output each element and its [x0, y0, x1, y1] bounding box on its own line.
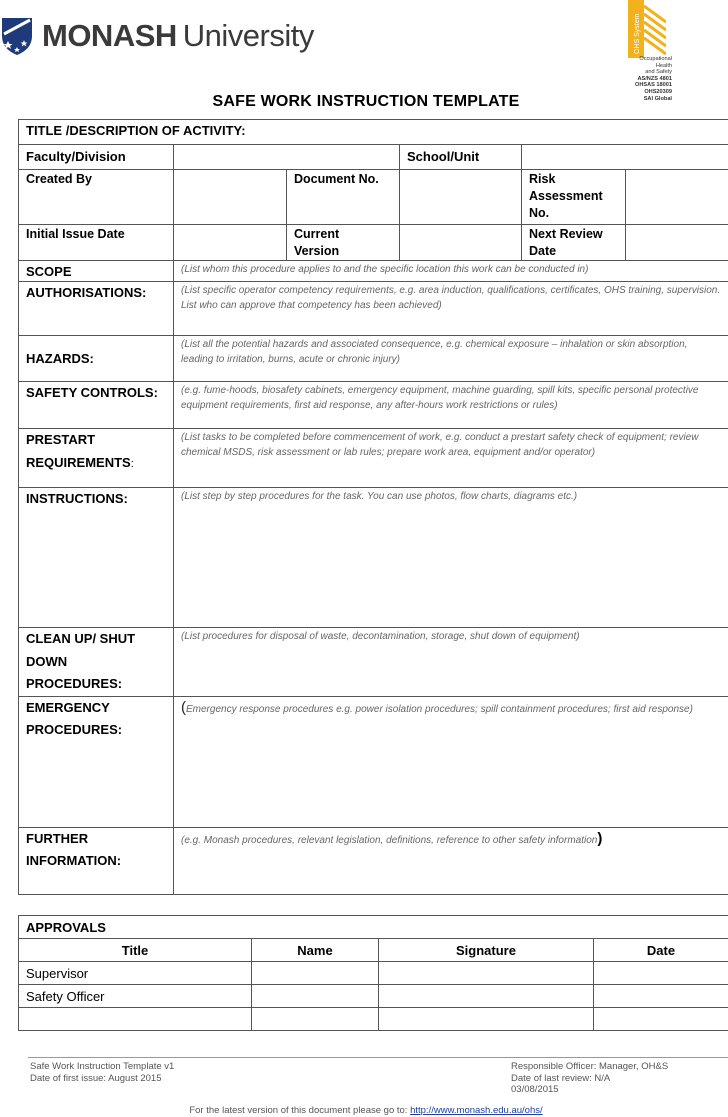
column-header-name: Name [252, 939, 379, 962]
label-line: Next Review [529, 227, 603, 241]
approver-date-field[interactable] [594, 985, 728, 1008]
risk-assessment-field[interactable] [626, 170, 728, 225]
safety-controls-field[interactable]: (e.g. fume-hoods, biosafety cabinets, emergency equipment, machine guarding, spill kits, specific personal protective equipment requirements, first aid response, any after-hours work restrictions or rules) [174, 382, 728, 429]
footer-line: Date of first issue: August 2015 [30, 1072, 162, 1084]
label-line: DOWN [26, 653, 68, 669]
close-paren: ) [597, 829, 603, 847]
created-by-field[interactable] [174, 170, 287, 225]
scope-label: SCOPE [19, 261, 174, 282]
risk-assessment-label [522, 170, 626, 225]
column-header-date: Date [594, 939, 728, 962]
table-row [19, 985, 728, 1008]
further-info-label [19, 827, 174, 894]
next-review-label [522, 225, 626, 261]
approver-signature-field[interactable] [379, 1008, 594, 1031]
cleanup-field[interactable]: (List procedures for disposal of waste, decontamination, storage, shut down of equipment) [174, 628, 728, 697]
table-row [19, 1008, 728, 1031]
ohs-badge-text: OHS System [634, 13, 641, 54]
hazards-label: HAZARDS: [19, 336, 174, 382]
label-line: Date [529, 244, 557, 258]
open-paren: ( [181, 698, 186, 716]
approver-name-field[interactable] [252, 985, 379, 1008]
university-crest-icon [0, 16, 34, 56]
instructions-label: INSTRUCTIONS: [19, 488, 174, 628]
approver-signature-field[interactable] [379, 985, 594, 1008]
authorisations-field[interactable]: (List specific operator competency requirements, e.g. area induction, qualifications, certificates, OHS training, supervision. List who can approve that competency has been achieved) [174, 282, 728, 336]
safe-work-form [18, 119, 728, 895]
document-no-field[interactable] [400, 170, 522, 225]
table-row [19, 962, 728, 985]
emergency-hint: Emergency response procedures e.g. power isolation procedures; spill containment procedures; first aid response) [186, 703, 693, 715]
next-review-field[interactable] [626, 225, 728, 261]
faculty-label: Faculty/Division [19, 145, 174, 170]
title-label: TITLE /DESCRIPTION OF ACTIVITY: [26, 123, 246, 138]
footer-divider [28, 1057, 728, 1058]
label-suffix: : [130, 457, 134, 470]
ohs-line: OHS20309 [644, 88, 672, 95]
current-version-label [287, 225, 400, 261]
approver-date-field[interactable] [594, 962, 728, 985]
footer-right [511, 1061, 668, 1096]
footer-line: Responsible Officer: Manager, OH&S [511, 1061, 669, 1072]
approver-name-field[interactable] [252, 962, 379, 985]
label-line: EMERGENCY [26, 699, 110, 715]
label-line: FURTHER [26, 830, 89, 846]
ohs-line: AS/NZS 4801 [637, 75, 672, 82]
faculty-field[interactable] [174, 145, 400, 170]
further-info-field[interactable] [174, 827, 728, 894]
title-field[interactable] [19, 120, 728, 145]
scope-field[interactable]: (List whom this procedure applies to and the specific location this work can be conducted in) [174, 261, 728, 282]
ohs-line: and Safety [645, 69, 672, 76]
ohs-line: SAI Global [643, 95, 672, 102]
label-line: INFORMATION: [26, 853, 122, 868]
current-version-field[interactable] [400, 225, 522, 261]
column-header-title: Title [19, 939, 252, 962]
document-no-label: Document No. [287, 170, 400, 225]
label-line: No. [529, 206, 550, 220]
label-line: Assessment [529, 189, 603, 203]
label-line: Version [294, 244, 340, 258]
approver-date-field[interactable] [594, 1008, 728, 1031]
approver-signature-field[interactable] [379, 962, 594, 985]
instructions-field[interactable]: (List step by step procedures for the task. You can use photos, flow charts, diagrams etc.) [174, 488, 728, 628]
ohs-line: Occupational [639, 56, 672, 62]
label-line: REQUIREMENTS [26, 454, 131, 470]
school-label: School/Unit [400, 145, 522, 170]
approvals-heading: APPROVALS [19, 916, 728, 939]
prestart-field[interactable]: (List tasks to be completed before commencement of work, e.g. conduct a prestart safety check of equipment; review chemical MSDS, risk assessment or lab rules; prepare work area, equipment and/or operator) [174, 429, 728, 488]
document-title: SAFE WORK INSTRUCTION TEMPLATE [212, 93, 520, 110]
label-line: PROCEDURES: [26, 676, 123, 691]
hazards-field[interactable]: (List all the potential hazards and associated consequence, e.g. chemical exposure – inhalation or skin absorption, leading to irritation, burns, acute or chronic injury) [174, 336, 728, 382]
footer-latest-version-text: For the latest version of this document please go to: [189, 1105, 408, 1116]
initial-issue-field[interactable] [174, 225, 287, 261]
approver-title: Supervisor [19, 962, 252, 985]
prestart-label [19, 429, 174, 488]
approver-name-field[interactable] [252, 1008, 379, 1031]
initial-issue-label: Initial Issue Date [19, 225, 174, 261]
brand-name: MONASH [42, 18, 177, 53]
footer-line: Safe Work Instruction Template v1 [30, 1061, 175, 1072]
label-line: Current [294, 227, 340, 241]
emergency-field[interactable] [174, 696, 728, 827]
footer-line: 03/08/2015 [511, 1084, 559, 1095]
safety-controls-label: SAFETY CONTROLS: [19, 382, 174, 429]
further-hint: (e.g. Monash procedures, relevant legislation, definitions, reference to other safety information [181, 834, 598, 846]
label-line: PRESTART [26, 432, 96, 447]
footer-left [30, 1061, 174, 1084]
approver-title: Safety Officer [19, 985, 252, 1008]
monash-logo [0, 14, 314, 58]
emergency-label [19, 696, 174, 827]
approver-title-field[interactable] [19, 1008, 252, 1031]
approvals-table [18, 915, 728, 1031]
school-field[interactable] [522, 145, 728, 170]
ohs-website-link[interactable]: http://www.monash.edu.au/ohs/ [410, 1105, 543, 1116]
column-header-signature: Signature [379, 939, 594, 962]
label-line: CLEAN UP/ SHUT [26, 631, 136, 646]
footer-bottom [0, 1105, 728, 1117]
brand-suffix: University [182, 18, 314, 53]
ohs-system-badge-icon [628, 0, 666, 58]
footer-line: Date of last review: N/A [511, 1072, 611, 1084]
label-line: Risk [529, 172, 556, 186]
label-line: PROCEDURES: [26, 722, 123, 737]
ohs-line: Health [655, 62, 672, 69]
ohs-line: OHSAS 18001 [634, 82, 672, 89]
created-by-label: Created By [19, 170, 174, 225]
authorisations-label: AUTHORISATIONS: [19, 282, 174, 336]
cleanup-label [19, 628, 174, 697]
